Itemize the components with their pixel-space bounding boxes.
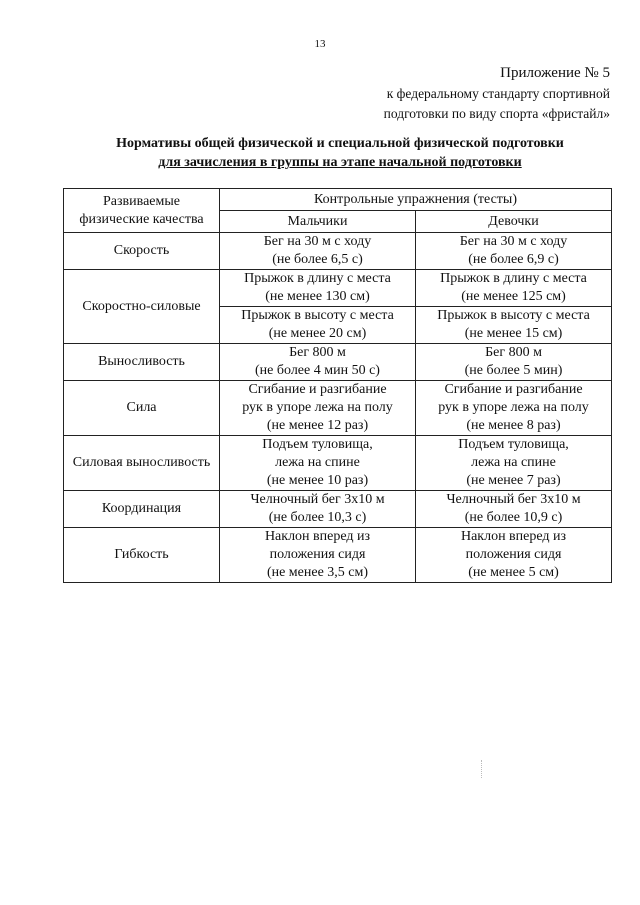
title-line-1: Нормативы общей физической и специальной физической подготовки xyxy=(116,136,564,151)
table-row xyxy=(64,270,612,307)
girls-norm-cell: Наклон вперед из положения сидя (не менее 5 см) xyxy=(416,528,612,583)
boys-norm-cell: Подъем туловища, лежа на спине (не менее 10 раз) xyxy=(220,436,416,491)
quality-cell: Гибкость xyxy=(64,528,220,583)
margin-mark xyxy=(481,760,485,778)
document-title xyxy=(40,134,640,172)
appendix-header xyxy=(280,62,610,124)
girls-norm-cell: Челночный бег 3x10 м (не более 10,9 с) xyxy=(416,491,612,528)
girls-norm-cell: Бег на 30 м с ходу (не более 6,9 с) xyxy=(416,233,612,270)
boys-norm-cell: Сгибание и разгибание рук в упоре лежа на полу (не менее 12 раз) xyxy=(220,381,416,436)
norms-table xyxy=(63,188,612,583)
quality-cell: Выносливость xyxy=(64,344,220,381)
boys-norm-cell: Прыжок в высоту с места (не менее 20 см) xyxy=(220,307,416,344)
quality-cell: Скоростно-силовые xyxy=(64,270,220,344)
quality-cell: Сила xyxy=(64,381,220,436)
quality-cell: Скорость xyxy=(64,233,220,270)
table-row xyxy=(64,528,612,583)
table-row xyxy=(64,344,612,381)
girls-norm-cell: Подъем туловища, лежа на спине (не менее 7 раз) xyxy=(416,436,612,491)
table-row xyxy=(64,491,612,528)
table-row xyxy=(64,381,612,436)
appendix-line-2: к федеральному стандарту спортивной xyxy=(386,86,610,101)
boys-norm-cell: Бег 800 м (не более 4 мин 50 с) xyxy=(220,344,416,381)
quality-cell: Координация xyxy=(64,491,220,528)
appendix-number: Приложение № 5 xyxy=(500,65,610,81)
girls-norm-cell: Прыжок в высоту с места (не менее 15 см) xyxy=(416,307,612,344)
title-line-2: для зачисления в группы на этапе начальной подготовки xyxy=(158,155,522,170)
header-quality: Развиваемые физические качества xyxy=(64,189,220,233)
girls-norm-cell: Сгибание и разгибание рук в упоре лежа на полу (не менее 8 раз) xyxy=(416,381,612,436)
page-number: 13 xyxy=(314,38,326,50)
header-boys: Мальчики xyxy=(220,211,416,233)
table-row xyxy=(64,436,612,491)
girls-norm-cell: Бег 800 м (не более 5 мин) xyxy=(416,344,612,381)
header-tests: Контрольные упражнения (тесты) xyxy=(220,189,612,211)
boys-norm-cell: Бег на 30 м с ходу (не более 6,5 с) xyxy=(220,233,416,270)
header-girls: Девочки xyxy=(416,211,612,233)
appendix-line-3: подготовки по виду спорта «фристайл» xyxy=(383,106,610,121)
girls-norm-cell: Прыжок в длину с места (не менее 125 см) xyxy=(416,270,612,307)
boys-norm-cell: Челночный бег 3x10 м (не более 10,3 с) xyxy=(220,491,416,528)
table-row xyxy=(64,233,612,270)
quality-cell: Силовая выносливость xyxy=(64,436,220,491)
boys-norm-cell: Наклон вперед из положения сидя (не менее 3,5 см) xyxy=(220,528,416,583)
boys-norm-cell: Прыжок в длину с места (не менее 130 см) xyxy=(220,270,416,307)
